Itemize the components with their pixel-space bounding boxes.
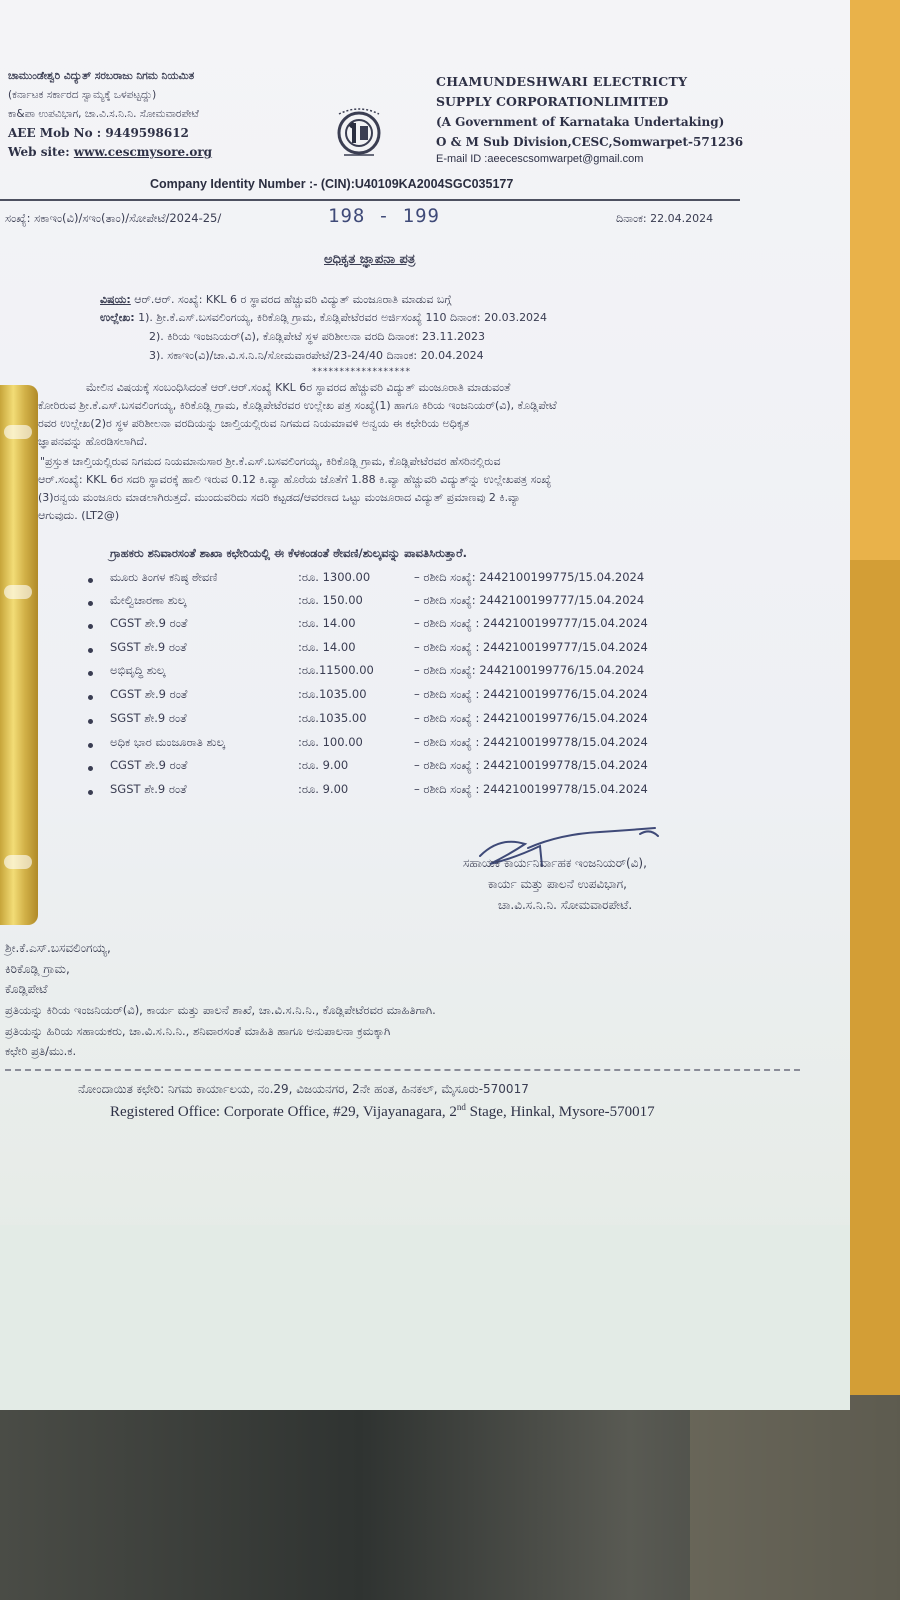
fee-amount: :ರೂ.1035.00 (298, 687, 367, 701)
fee-amount: :ರೂ. 9.00 (298, 782, 349, 796)
fee-amount: :ರೂ. 14.00 (298, 640, 356, 654)
fees-heading: ಗ್ರಾಹಕರು ಶನಿವಾರಸಂತೆ ಶಾಖಾ ಕಛೇರಿಯಲ್ಲಿ ಈ ಕೆಳಕಂಡಂತೆ ಠೇವಣಿ/ಶುಲ್ಕವನ್ನು ಪಾವತಿಸಿರುತ್ತಾರೆ. (110, 546, 467, 560)
bullet-icon (88, 648, 93, 653)
reference-1-line (100, 311, 547, 325)
reference-1: 1). ಶ್ರೀ.ಕೆ.ಎಸ್.ಬಸವಲಿಂಗಯ್ಯ, ಕಿರಿಕೊಡ್ಲಿ ಗ್ರಾಮ, ಕೊಡ್ಲಿಪೇಟೆರವರ ಅರ್ಜಿಸಂಖ್ಯೆ 110 ದಿನಾಂಕ: 20.03.2024 (134, 311, 548, 324)
fee-item: ಮೇಲ್ವಿಚಾರಣಾ ಶುಲ್ಕ (110, 593, 187, 607)
separator-stars: ****************** (312, 367, 411, 377)
binder-ring (4, 425, 32, 439)
paragraph-1 (38, 379, 557, 451)
subject-label: ವಿಷಯ: (100, 293, 131, 306)
footer-en-part-2: Stage, Hinkal, Mysore-570017 (465, 1104, 655, 1120)
paragraph-1-line-1: ಮೇಲಿನ ವಿಷಯಕ್ಕೆ ಸಂಬಂಧಿಸಿದಂತೆ ಆರ್.ಆರ್.ಸಂಖ್ಯೆ KKL 6ರ ಸ್ಥಾವರದ ಹೆಚ್ಚುವರಿ ವಿದ್ಯುತ್ ಮಂಜೂರಾತಿ ಮಾಡುವಂತೆ (86, 381, 511, 394)
footer-en-ordinal: nd (456, 1102, 466, 1112)
fee-item: SGST ಶೇ.9 ರಂತೆ (110, 782, 187, 796)
paragraph-2 (38, 453, 551, 525)
fee-amount: :ರೂ. 14.00 (298, 616, 356, 630)
reference-2: 2). ಕಿರಿಯ ಇಂಜನಿಯರ್(ವಿ), ಕೊಡ್ಲಿಪೇಟೆ ಸ್ಥಳ ಪರಿಶೀಲನಾ ವರದಿ ದಿನಾಂಕ: 23.11.2023 (149, 330, 486, 343)
website-line (8, 145, 212, 159)
signatory-subdivision: ಕಾರ್ಯ ಮತ್ತು ಪಾಲನೆ ಉಪವಿಭಾಗ, (488, 877, 627, 891)
binder-ring (4, 585, 32, 599)
paragraph-2-line-2: ಆರ್.ಸಂಖ್ಯೆ: KKL 6ರ ಸದರಿ ಸ್ಥಾವರಕ್ಕೆ ಹಾಲಿ ಇರುವ 0.12 ಕಿ.ವ್ಯಾ ಹೊರೆಯ ಜೊತೆಗೆ 1.88 ಕಿ.ವ್ಯಾ ಹೆಚ್ಚುವರಿ ವಿದ್ಯುತ್‌ನ್ನು ಉಲ್ಲೇಖಪತ್ರ ಸಂಖ್ಯೆ (38, 473, 552, 486)
org-status-kannada: (ಕರ್ನಾಟಕ ಸರ್ಕಾರದ ಸ್ವಾಮ್ಯಕ್ಕೆ ಒಳಪಟ್ಟದ್ದು) (8, 89, 157, 101)
fee-item: ಅಧಿಕ ಭಾರ ಮಂಜೂರಾತಿ ಶುಲ್ಕ (110, 735, 225, 749)
org-name-english: CHAMUNDESHWARI ELECTRICTY (436, 74, 688, 89)
fee-item: ಅಭಿವೃದ್ಧಿ ಶುಲ್ಕ (110, 663, 166, 677)
footer-divider (5, 1069, 800, 1071)
addressee-town: ಕೊಡ್ಲಿಪೇಟೆ (5, 982, 48, 996)
org-name-english-2: SUPPLY CORPORATIONLIMITED (436, 94, 669, 109)
subject-text: ಆರ್.ಆರ್. ಸಂಖ್ಯೆ: KKL 6 ರ ಸ್ಥಾವರದ ಹೆಚ್ಚುವರಿ ವಿದ್ಯುತ್ ಮಂಜೂರಾತಿ ಮಾಡುವ ಬಗ್ಗೆ (130, 293, 452, 306)
header-divider (0, 199, 740, 201)
background-desk-highlight (690, 1395, 900, 1600)
handwritten-reference: 198 - 199 (328, 205, 440, 227)
fee-item: ಮೂರು ತಿಂಗಳ ಕನಿಷ್ಠ ಠೇವಣಿ (110, 570, 218, 584)
paragraph-1-line-2: ಕೋರಿರುವ ಶ್ರೀ.ಕೆ.ಎಸ್.ಬಸವಲಿಂಗಯ್ಯ, ಕಿರಿಕೊಡ್ಲಿ ಗ್ರಾಮ, ಕೊಡ್ಲಿಪೇಟೆರವರ ಉಲ್ಲೇಖ ಪತ್ರ ಸಂಖ್ಯೆ(1) ಹಾಗೂ ಕಿರಿಯ ಇಂಜನಿಯರ್(ವಿ), ಕೊಡ್ಲಿಪೇಟೆ (38, 399, 557, 412)
binder-clip (0, 385, 38, 925)
website-link[interactable]: www.cescmysore.org (73, 145, 213, 159)
bullet-icon (88, 743, 93, 748)
bullet-icon (88, 719, 93, 724)
bullet-icon (88, 790, 93, 795)
bullet-icon (88, 578, 93, 583)
cesc-logo-icon (330, 108, 388, 158)
paragraph-1-line-3: ರವರ ಉಲ್ಲೇಖ(2)ರ ಸ್ಥಳ ಪರಿಶೀಲನಾ ವರದಿಯನ್ನು ಚಾಲ್ತಿಯಲ್ಲಿರುವ ನಿಗಮದ ನಿಯಮಾವಳಿ ಅನ್ವಯ ಈ ಕಛೇರಿಯ ಅಧಿಕೃತ (38, 417, 469, 430)
bullet-icon (88, 671, 93, 676)
bullet-icon (88, 624, 93, 629)
reference-number: ಸಂಖ್ಯೆ: ಸಕಾಇಂ(ವಿ)/ಸಇಂ(ತಾಂ)/ಸೋಪೇಟೆ/2024-25/ (5, 211, 222, 225)
website-label: Web site: (8, 145, 74, 159)
footer-en-part-1: Registered Office: Corporate Office, #29, Vijayanagara, 2 (110, 1104, 457, 1120)
fee-amount: :ರೂ.11500.00 (298, 663, 374, 677)
fee-receipt: – ರಶೀದಿ ಸಂಖ್ಯೆ: 2442100199776/15.04.2024 (414, 663, 645, 677)
reference-label: ಉಲ್ಲೇಖ: (100, 311, 135, 324)
page-lower-sheet (0, 1225, 850, 1410)
addressee-village: ಕಿರಿಕೊಡ್ಲಿ ಗ್ರಾಮ, (5, 962, 70, 976)
fee-amount: :ರೂ. 9.00 (298, 758, 349, 772)
registered-office-english (110, 1102, 655, 1121)
fee-receipt: – ರಶೀದಿ ಸಂಖ್ಯೆ : 2442100199778/15.04.2024 (414, 735, 648, 749)
fee-receipt: – ರಶೀದಿ ಸಂಖ್ಯೆ: 2442100199775/15.04.2024 (414, 570, 645, 584)
subject-line (100, 293, 451, 307)
paragraph-2-line-1: "ಪ್ರಸ್ತುತ ಚಾಲ್ತಿಯಲ್ಲಿರುವ ನಿಗಮದ ನಿಯಮಾನುಸಾರ ಶ್ರೀ.ಕೆ.ಎಸ್.ಬಸವಲಿಂಗಯ್ಯ, ಕಿರಿಕೊಡ್ಲಿ ಗ್ರಾಮ, ಕೊಡ್ಲಿಪೇಟೆರವರ ಹೆಸರಿನಲ್ಲಿರುವ (40, 455, 501, 468)
signatory-designation: ಸಹಾಯಕ ಕಾರ್ಯನಿರ್ವಾಹಕ ಇಂಜನಿಯರ್(ವಿ), (463, 856, 647, 870)
registered-office-kannada: ನೋಂದಾಯಿತ ಕಛೇರಿ: ನಿಗಮ ಕಾರ್ಯಾಲಯ, ನಂ.29, ವಿಜಯನಗರ, 2ನೇ ಹಂತ, ಹಿನಕಲ್, ಮೈಸೂರು-570017 (78, 1082, 529, 1096)
reference-3: 3). ಸಕಾಇಂ(ವಿ)/ಚಾ.ವಿ.ಸ.ನಿ.ನಿ/ಸೋಮವಾರಪೇಟೆ/23-24/40 ದಿನಾಂಕ: 20.04.2024 (149, 349, 484, 362)
letter-date: ದಿನಾಂಕ: 22.04.2024 (616, 212, 714, 225)
subdivision-english: O & M Sub Division,CESC,Somwarpet-571236 (436, 135, 744, 149)
copy-office: ಕಛೇರಿ ಪ್ರತಿ/ಮು.ಕ. (5, 1044, 77, 1058)
fee-receipt: – ರಶೀದಿ ಸಂಖ್ಯೆ : 2442100199778/15.04.2024 (414, 782, 648, 796)
paragraph-2-line-4: ಆಗುವುದು. (LT2@) (38, 509, 120, 522)
fee-amount: :ರೂ. 100.00 (298, 735, 363, 749)
fee-item: SGST ಶೇ.9 ರಂತೆ (110, 711, 187, 725)
fee-receipt: – ರಶೀದಿ ಸಂಖ್ಯೆ : 2442100199776/15.04.2024 (414, 711, 648, 725)
org-name-kannada: ಚಾಮುಂಡೇಶ್ವರಿ ವಿದ್ಯುತ್ ಸರಬರಾಜು ನಿಗಮ ನಿಯಮಿತ (8, 70, 195, 82)
bullet-icon (88, 695, 93, 700)
fee-receipt: – ರಶೀದಿ ಸಂಖ್ಯೆ: 2442100199777/15.04.2024 (414, 593, 645, 607)
background-shadow (848, 560, 900, 1420)
email-line: E-mail ID :aeecescsomwarpet@gmail.com (436, 153, 644, 165)
fee-receipt: – ರಶೀದಿ ಸಂಖ್ಯೆ : 2442100199777/15.04.2024 (414, 640, 648, 654)
fee-item: CGST ಶೇ.9 ರಂತೆ (110, 687, 188, 701)
fee-receipt: – ರಶೀದಿ ಸಂಖ್ಯೆ : 2442100199778/15.04.2024 (414, 758, 648, 772)
subdivision-kannada: ಕಾ&ಪಾ ಉಪವಿಭಾಗ, ಚಾ.ವಿ.ಸ.ನಿ.ನಿ. ಸೋಮವಾರಪೇಟೆ (8, 108, 199, 120)
signatory-office: ಚಾ.ವಿ.ಸ.ನಿ.ನಿ. ಸೋಮವಾರಪೇಟೆ. (498, 898, 633, 912)
fee-item: SGST ಶೇ.9 ರಂತೆ (110, 640, 187, 654)
fee-item: CGST ಶೇ.9 ರಂತೆ (110, 758, 188, 772)
fee-receipt: – ರಶೀದಿ ಸಂಖ್ಯೆ : 2442100199776/15.04.2024 (414, 687, 648, 701)
bullet-icon (88, 601, 93, 606)
binder-ring (4, 855, 32, 869)
addressee-name: ಶ್ರೀ.ಕೆ.ಎಸ್.ಬಸವಲಿಂಗಯ್ಯ, (5, 941, 111, 955)
bullet-icon (88, 766, 93, 771)
aee-mobile: AEE Mob No : 9449598612 (8, 126, 189, 140)
fee-amount: :ರೂ. 150.00 (298, 593, 363, 607)
fee-item: CGST ಶೇ.9 ರಂತೆ (110, 616, 188, 630)
copy-to-junior-engineer: ಪ್ರತಿಯನ್ನು ಕಿರಿಯ ಇಂಜನಿಯರ್(ವಿ), ಕಾರ್ಯ ಮತ್ತು ಪಾಲನೆ ಶಾಖೆ, ಚಾ.ವಿ.ಸ.ನಿ.ನಿ., ಕೊಡ್ಲಿಪೇಟೆರವರ ಮಾಹಿತಿಗಾಗಿ. (5, 1003, 436, 1017)
letter-title: ಅಧಿಕೃತ ಜ್ಞಾಪನಾ ಪತ್ರ (324, 252, 416, 267)
copy-to-senior-assistant: ಪ್ರತಿಯನ್ನು ಹಿರಿಯ ಸಹಾಯಕರು, ಚಾ.ವಿ.ಸ.ನಿ.ನಿ., ಶನಿವಾರಸಂತೆ ಮಾಹಿತಿ ಹಾಗೂ ಅನುಪಾಲನಾ ಕ್ರಮಕ್ಕಾಗಿ (5, 1024, 391, 1038)
fee-amount: :ರೂ. 1300.00 (298, 570, 371, 584)
paragraph-2-line-3: (3)ರನ್ವಯ ಮಂಜೂರು ಮಾಡಲಾಗಿರುತ್ತದೆ. ಮುಂದುವರಿದು ಸದರಿ ಕಟ್ಟಡದ/ಆವರಣದ ಒಟ್ಟು ಮಂಜೂರಾದ ವಿದ್ಯುತ್ ಪ್ರಮಾಣವು 2 ಕಿ.ವ್ಯಾ (38, 491, 521, 504)
org-status-english: (A Government of Karnataka Undertaking) (436, 115, 725, 129)
fee-receipt: – ರಶೀದಿ ಸಂಖ್ಯೆ : 2442100199777/15.04.2024 (414, 616, 648, 630)
fee-amount: :ರೂ.1035.00 (298, 711, 367, 725)
company-cin: Company Identity Number :- (CIN):U40109KA2004SGC035177 (150, 177, 514, 191)
paragraph-1-line-4: ಜ್ಞಾಪನವನ್ನು ಹೊರಡಿಸಲಾಗಿದೆ. (38, 435, 148, 448)
